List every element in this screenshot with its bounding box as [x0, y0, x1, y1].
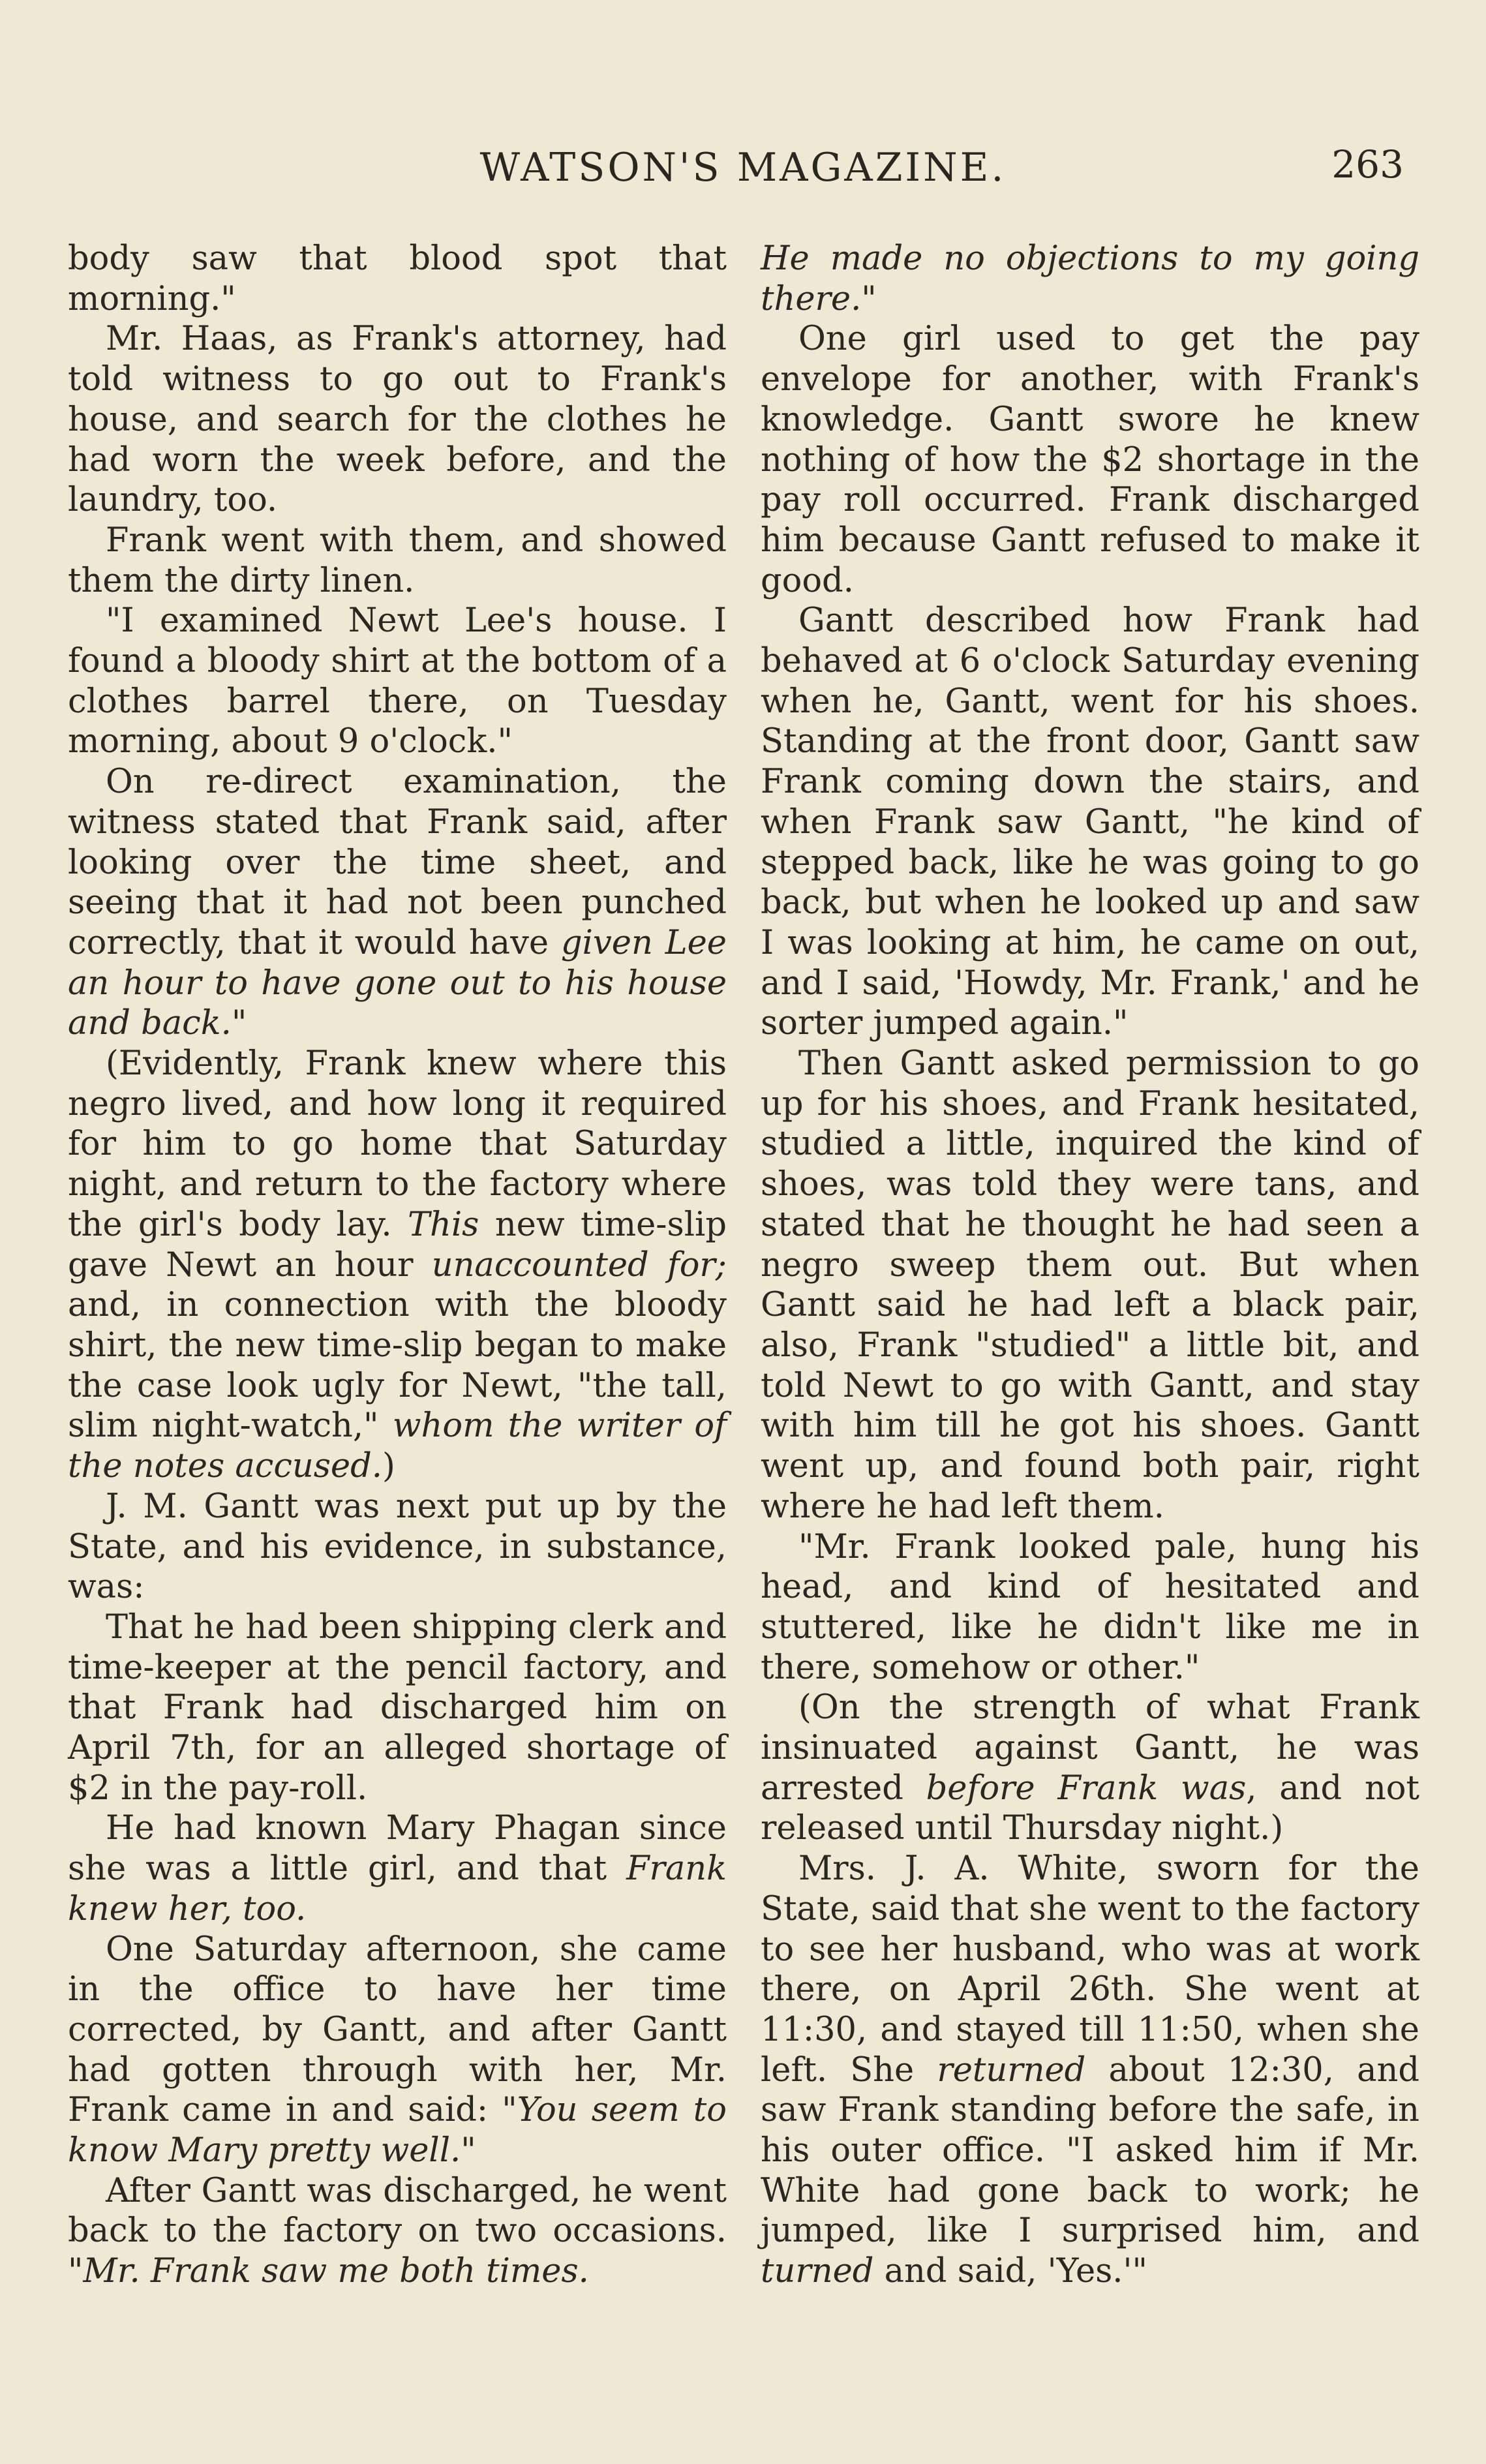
italic-text: turned: [761, 2252, 874, 2291]
text-run: After Gantt was discharged, he went back to the factory on two occasions. ": [68, 2171, 727, 2291]
paragraph: [68, 521, 727, 601]
paragraph: [68, 1607, 727, 1809]
text-run: "Mr. Frank looked pale, hung his head, and kind of hesitated and stuttered, like he didn't like me in there, somehow or other.": [761, 1527, 1419, 1687]
running-head: WATSON'S MAGAZINE.: [479, 145, 1007, 190]
paragraph: [761, 239, 1419, 319]
left-column: [68, 239, 727, 2292]
text-run: , and not released until Thursday night.): [761, 1769, 1419, 1848]
italic-text: returned: [937, 2050, 1086, 2090]
italic-text: given Lee an hour to have gone out to his house and back.: [68, 923, 727, 1043]
paragraph: [761, 319, 1419, 601]
paragraph: [68, 2171, 727, 2292]
italic-text: before Frank was: [926, 1769, 1247, 1808]
text-run: He had known Mary Phagan since she was a little girl, and that: [68, 1809, 727, 1889]
paragraph: [68, 1930, 727, 2171]
paragraph: [68, 762, 727, 1044]
right-column: [761, 239, 1419, 2292]
text-run: Gantt described how Frank had behaved at 6 o'clock Saturday evening when he, Gantt, went for his shoes. Standing at the front door, Gantt saw Frank coming down the stairs, and when Frank saw Gantt, "he kind of stepped back, like he was going to go back, but when he looked up and saw I was looking at him, he came on out, and I said, 'Howdy, Mr. Frank,' and he sorter jumped again.": [761, 601, 1419, 1043]
text-run: ": [861, 279, 877, 318]
text-run: (Evidently, Frank knew where this negro lived, and how long it required for him to go home that Saturday night, and return to the factory where the girl's body lay.: [68, 1044, 727, 1244]
text-run: about 12:30, and saw Frank standing before the safe, in his outer office. "I asked him if Mr. White had gone back to work; he jumped, like I surprised him, and: [761, 2050, 1419, 2251]
text-run: new time-slip gave Newt an hour: [68, 1205, 727, 1285]
italic-text: unaccounted for;: [431, 1245, 727, 1285]
paragraph: [68, 239, 727, 319]
text-run: "I examined Newt Lee's house. I found a bloody shirt at the bottom of a clothes barrel there, on Tuesday morning, about 9 o'clock.": [68, 601, 727, 761]
italic-text: This: [408, 1205, 479, 1244]
paragraph: [68, 1487, 727, 1607]
text-run: Mr. Haas, as Frank's attorney, had told witness to go out to Frank's house, and search for the clothes he had worn the week before, and the laundry, too.: [68, 320, 727, 520]
text-run: and said, 'Yes.'": [873, 2252, 1147, 2291]
italic-text: He made no objections to my going there.: [761, 239, 1419, 318]
paragraph: [761, 1044, 1419, 1527]
paragraph: [68, 601, 727, 762]
text-run: Mrs. J. A. White, sworn for the State, said that she went to the factory to see her husband, who was at work there, on April 26th. She went at 11:30, and stayed till 11:50, when she left. She: [761, 1849, 1419, 2090]
text-run: One girl used to get the pay envelope for another, with Frank's knowledge. Gantt swore he knew nothing of how the $2 shortage in the pay roll occurred. Frank discharged him because Gantt refused to make it good.: [761, 320, 1419, 600]
text-run: body saw that blood spot that morning.": [68, 239, 727, 318]
paragraph: [68, 319, 727, 521]
text-run: and, in connection with the bloody shirt, the new time-slip began to make the case look ugly for Newt, "the tall, slim night-watch,": [68, 1286, 727, 1446]
text-run: That he had been shipping clerk and time-keeper at the pencil factory, and that Frank had discharged him on April 7th, for an alleged shortage of $2 in the pay-roll.: [68, 1607, 727, 1808]
paragraph: [68, 1808, 727, 1929]
text-run: ": [231, 1004, 247, 1043]
paragraph: [761, 1527, 1419, 1688]
italic-text: You seem to know Mary pretty well.: [68, 2091, 727, 2170]
text-run: Frank went with them, and showed them the dirty linen.: [68, 521, 727, 600]
text-run: J. M. Gantt was next put up by the State, and his evidence, in substance, was:: [68, 1487, 727, 1607]
paragraph: [761, 1688, 1419, 1849]
paragraph: [68, 1044, 727, 1487]
text-run: ": [461, 2131, 476, 2170]
italic-text: Mr. Frank saw me both times.: [83, 2252, 589, 2291]
text-run: One Saturday afternoon, she came in the office to have her time corrected, by Gantt, and after Gantt had gotten through with her, Mr. Frank came in and said: ": [68, 1930, 727, 2130]
italic-text: Frank knew her, too.: [68, 1849, 727, 1928]
text-run: (On the strength of what Frank insinuated against Gantt, he was arrested: [761, 1688, 1419, 1808]
paragraph: [761, 601, 1419, 1044]
text-run: ): [382, 1447, 395, 1486]
paragraph: [761, 1849, 1419, 2292]
text-run: Then Gantt asked permission to go up for his shoes, and Frank hesitated, studied a little, inquired the kind of shoes, was told they were tans, and stated that he thought he had seen a negro sweep them out. But when Gantt said he had left a black pair, also, Frank "studied" a little bit, and told Newt to go with Gantt, and stay with him till he got his shoes. Gantt went up, and found both pair, right where he had left them.: [761, 1044, 1419, 1526]
text-run: On re-direct examination, the witness stated that Frank said, after looking over the time sheet, and seeing that it had not been punched correctly, that it would have: [68, 763, 727, 962]
italic-text: whom the writer of the notes accused.: [68, 1407, 727, 1486]
page-number: 263: [1331, 142, 1404, 187]
